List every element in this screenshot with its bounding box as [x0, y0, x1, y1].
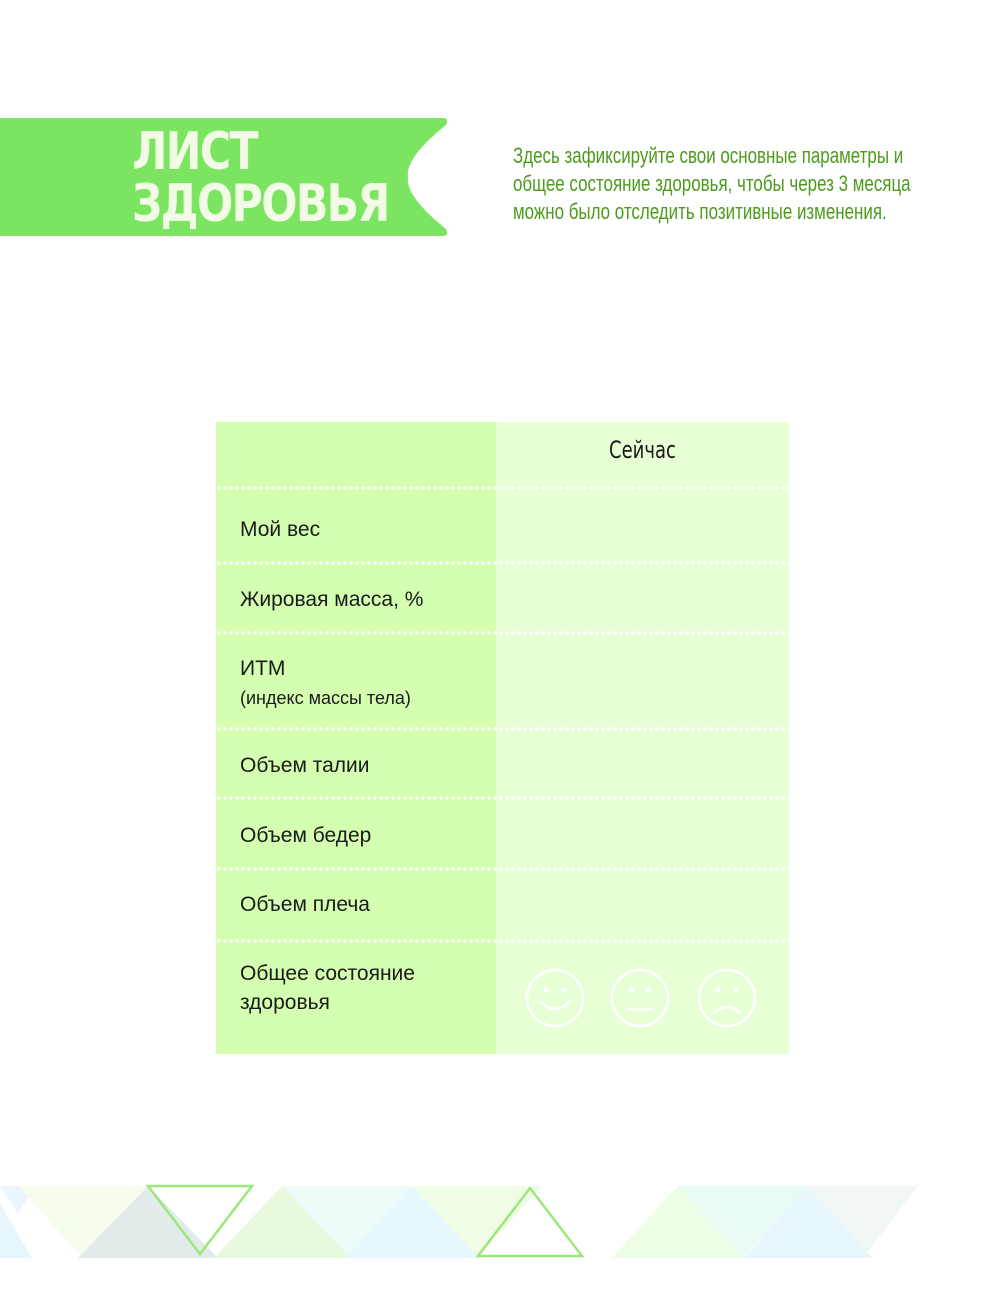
triangle-decoration — [0, 1204, 32, 1258]
intro-line-2: общее состояние здоровья, чтобы через 3 месяца — [513, 171, 911, 196]
row-label-fat-mass: Жировая масса, % — [240, 588, 424, 611]
row-separator — [216, 939, 789, 943]
row-label-waist: Объем талии — [240, 754, 370, 777]
row-label-weight: Мой вес — [240, 518, 321, 541]
row-label-hips: Объем бедер — [240, 824, 372, 847]
row-label-bmi — [240, 654, 490, 713]
row-separator — [216, 486, 789, 490]
row-separator — [216, 796, 789, 800]
page-title-line-2: ЗДОРОВЬЯ — [132, 174, 389, 234]
row-separator — [216, 631, 789, 635]
neutral-face-icon[interactable] — [612, 970, 668, 1026]
decorative-triangles — [0, 1184, 986, 1260]
happy-face-icon[interactable] — [527, 970, 583, 1026]
sad-face-icon[interactable] — [699, 970, 755, 1026]
row-separator — [216, 867, 789, 871]
row-label-bmi-subtitle: (индекс массы тела) — [240, 688, 411, 708]
column-header-now: Сейчас — [609, 436, 676, 464]
row-label-general-health-line-2: здоровья — [240, 991, 330, 1014]
page-title — [132, 122, 389, 234]
row-label-bmi-title: ИТМ — [240, 657, 286, 680]
row-label-general-health — [240, 959, 490, 1017]
health-table — [216, 422, 789, 1054]
intro-line-1: Здесь зафиксируйте свои основные параметры и — [513, 143, 904, 168]
page-title-line-1: ЛИСТ — [132, 122, 257, 182]
intro-line-3: можно было отследить позитивные изменения. — [513, 199, 887, 224]
title-banner — [0, 118, 450, 236]
value-column — [496, 422, 789, 1054]
row-label-arm: Объем плеча — [240, 893, 370, 916]
row-separator — [216, 561, 789, 565]
row-label-general-health-line-1: Общее состояние — [240, 962, 415, 985]
intro-text — [513, 142, 911, 226]
row-separator — [216, 727, 789, 731]
mood-selector — [524, 966, 764, 1030]
